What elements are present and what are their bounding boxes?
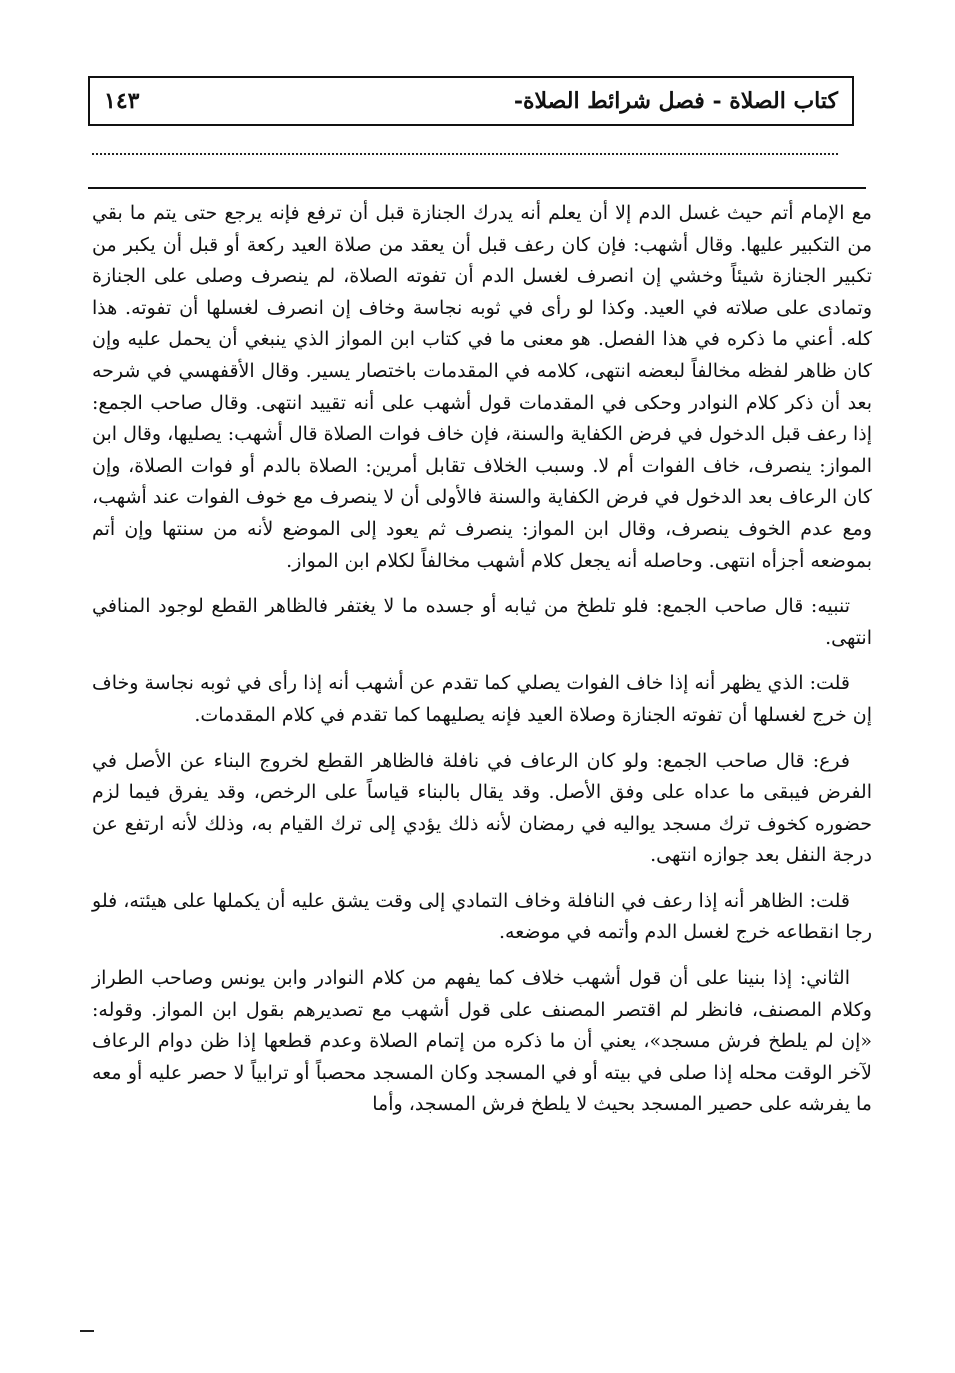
paragraph <box>92 963 872 1121</box>
page-number: ١٤٣ <box>104 88 140 114</box>
footnote-mark <box>80 1330 94 1332</box>
paragraph <box>92 668 872 731</box>
dotted-separator <box>92 153 838 157</box>
paragraph <box>92 746 872 872</box>
paragraph <box>92 198 872 577</box>
paragraph <box>92 886 872 949</box>
header-title: كتاب الصلاة - فصل شرائط الصلاة- <box>513 88 838 114</box>
paragraph-text: تنبيه: قال صاحب الجمع: فلو تلطخ من ثيابه أو جسده ما لا يغتفر فالظاهر القطع لوجود المنافي انتهى. <box>92 595 872 649</box>
paragraph-text: مع الإمام أتم حيث غسل الدم إلا أن يعلم أنه يدرك الجنازة قبل أن ترفع فإنه يرجع حتى يتم ما بقي من التكبير عليها. وقال أشهب: فإن كان رعف قبل أن يعقد من صلاة العيد ركعة أو قبل أن يكبر من تكبير الجنازة شيئاً وخشي إن انصرف لغسل الدم أن تفوته الصلاة، لم ينصرف وصلى على الجنازة وتمادى على صلاته في العيد. وكذا لو رأى في ثوبه نجاسة وخاف إن انصرف لغسلها أن تفوته. هذا كله. أعني ما ذكره في هذا الفصل. هو معنى ما في كتاب ابن المواز الذي ينبغي أن يحمل عليه وإن كان ظاهر لفظه مخالفاً لبعضه انتهى، كلامه في المقدمات باختصار يسير. وقال الأقفهسي في شرحه بعد أن ذكر كلام النوادر وحكى في المقدمات قول أشهب على أنه تقييد انتهى. وقال صاحب الجمع: إذا رعف قبل الدخول في فرض الكفاية والسنة، فإن خاف فوات الصلاة قال أشهب: يصليها، وقال ابن المواز: ينصرف، خاف الفوات أم لا. وسبب الخلاف تقابل أمرين: الصلاة بالدم أو فوات الصلاة، وإن كان الرعاف بعد الدخول في فرض الكفاية والسنة فالأولى أن لا ينصرف مع خوف الفوات عند أشهب، ومع عدم الخوف ينصرف، وقال ابن المواز: ينصرف ثم يعود إلى الموضع لأنه من سنتها وإن أتم بموضعه أجزأه انتهى. وحاصله أنه يجعل كلام أشهب مخالفاً لكلام ابن المواز. <box>92 202 872 572</box>
paragraph-text: فرع: قال صاحب الجمع: ولو كان الرعاف في نافلة فالظاهر القطع لخروج البناء عن الأصل في الفرض فيبقى ما عداه على وفق الأصل. وقد يقال بالبناء قياساً على الرخص، وقد يفرق فيما لزم حضوره كخوف ترك مسجد يواليه في رمضان لأنه ذلك يؤدي إلى ترك القيام به، وذلك لأنه ارتفع عن درجة النفل بعد جوازه انتهى. <box>92 749 872 867</box>
page-body <box>92 198 872 1121</box>
paragraph <box>92 591 872 654</box>
paragraph-text: الثاني: إذا بنينا على أن قول أشهب خلاف كما يفهم من كلام النوادر وابن يونس وصاحب الطراز وكلام المصنف، فانظر لم اقتصر المصنف على قول أشهب مع تصديرهم بقول ابن المواز. وقوله: «إن لم يلطخ فرش مسجد»، يعني أن ما ذكره من إتمام الصلاة وعدم قطعها إذا ظن دوام الرعاف لآخر الوقت محله إذا صلى في بيته أو في المسجد وكان المسجد محصباً أو ترابياً لا حصر عليه أو معه ما يفرشه على حصير المسجد بحيث لا يلطخ فرش المسجد، وأما <box>92 967 872 1116</box>
paragraph-text: قلت: الظاهر أنه إذا رعف في النافلة وخاف التمادي إلى وقت يشق عليه أن يكملها على هيئته، فلو رجا انقطاعه خرج لغسل الدم وأتمه في موضعه. <box>92 889 872 944</box>
header-rule <box>88 187 866 189</box>
paragraph-text: قلت: الذي يظهر أنه إذا خاف الفوات يصلي كما تقدم عن أشهب أنه إذا رأى في ثوبه نجاسة وخاف إن خرج لغسلها أن تفوته الجنازة وصلاة العيد فإنه يصليهما كما تقدم في كلام المقدمات. <box>92 672 872 726</box>
running-header <box>88 76 854 126</box>
